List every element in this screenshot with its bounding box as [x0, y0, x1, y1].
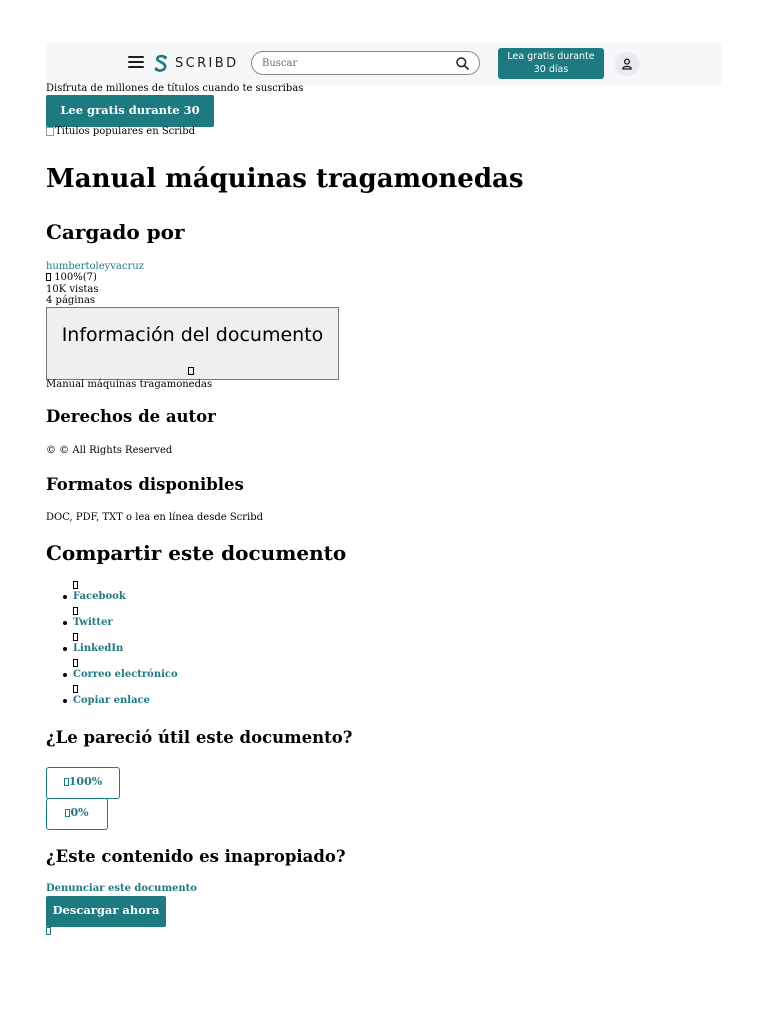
trial-button-line1: Lea gratis durante — [507, 51, 595, 62]
vote-up-button[interactable] — [46, 767, 120, 799]
copy-link-button[interactable]: Copiar enlace — [73, 695, 151, 706]
copyright-text: © © All Rights Reserved — [46, 445, 173, 456]
vote-up-label: 100% — [68, 775, 103, 788]
popular-titles-alt-text: Títulos populares en Scribd — [55, 126, 196, 137]
user-icon — [621, 58, 633, 70]
hamburger-menu-icon[interactable] — [128, 56, 144, 70]
report-document-link[interactable]: Denunciar este documento — [46, 883, 197, 894]
formats-heading: Formatos disponibles — [46, 475, 244, 494]
vote-down-label: 0% — [70, 806, 89, 819]
rating-line — [46, 272, 97, 283]
copyright-heading: Derechos de autor — [46, 407, 216, 426]
view-count: 10K vistas — [46, 284, 99, 295]
share-email-link[interactable]: Correo electrónico — [73, 669, 178, 680]
rating-count: (7) — [82, 272, 97, 283]
document-title: Manual máquinas tragamonedas — [46, 164, 524, 194]
uploader-link[interactable]: humbertoleyvacruz — [46, 261, 144, 272]
brand-name: SCRIBD — [175, 56, 239, 71]
download-extra — [46, 926, 51, 937]
search-icon[interactable] — [456, 57, 469, 70]
link-icon — [73, 685, 78, 693]
user-account-button[interactable] — [615, 52, 639, 76]
broken-image-icon — [46, 127, 54, 136]
linkedin-icon — [73, 633, 78, 641]
top-navigation-bar — [46, 43, 722, 85]
share-heading: Compartir este documento — [46, 541, 347, 565]
search-input[interactable] — [262, 55, 442, 71]
thumbs-up-icon — [46, 273, 51, 281]
vote-down-button[interactable] — [46, 798, 108, 830]
twitter-icon — [73, 607, 78, 615]
email-icon — [73, 659, 78, 667]
scribd-logo-icon — [154, 54, 168, 73]
share-facebook-link[interactable]: Facebook — [73, 591, 126, 602]
chevron-down-icon — [188, 367, 194, 375]
page-count: 4 páginas — [46, 295, 96, 306]
inappropriate-heading: ¿Este contenido es inapropiado? — [46, 847, 346, 866]
document-info-button[interactable] — [46, 307, 339, 380]
scribd-logo[interactable] — [154, 54, 239, 73]
rating-value: 100% — [54, 272, 83, 283]
free-trial-button[interactable] — [498, 48, 604, 79]
chevron-icon[interactable] — [46, 927, 51, 935]
document-info-label: Información del documento — [61, 324, 324, 346]
share-twitter-link[interactable]: Twitter — [73, 617, 113, 628]
facebook-icon — [73, 581, 78, 589]
promo-text: Disfruta de millones de títulos cuando te suscribas — [46, 83, 304, 94]
trial-button-line2: 30 días — [533, 64, 569, 75]
read-free-button[interactable]: Lee gratis durante 30 días — [46, 95, 214, 127]
helpful-heading: ¿Le pareció útil este documento? — [46, 728, 353, 747]
search-box[interactable] — [251, 51, 480, 75]
share-linkedin-link[interactable]: LinkedIn — [73, 643, 124, 654]
uploaded-by-heading: Cargado por — [46, 220, 185, 244]
document-description: Manual máquinas tragamonedas — [46, 379, 213, 390]
download-now-button[interactable]: Descargar ahora — [46, 896, 166, 927]
formats-text: DOC, PDF, TXT o lea en línea desde Scribd — [46, 512, 264, 523]
popular-titles-image — [46, 126, 195, 137]
